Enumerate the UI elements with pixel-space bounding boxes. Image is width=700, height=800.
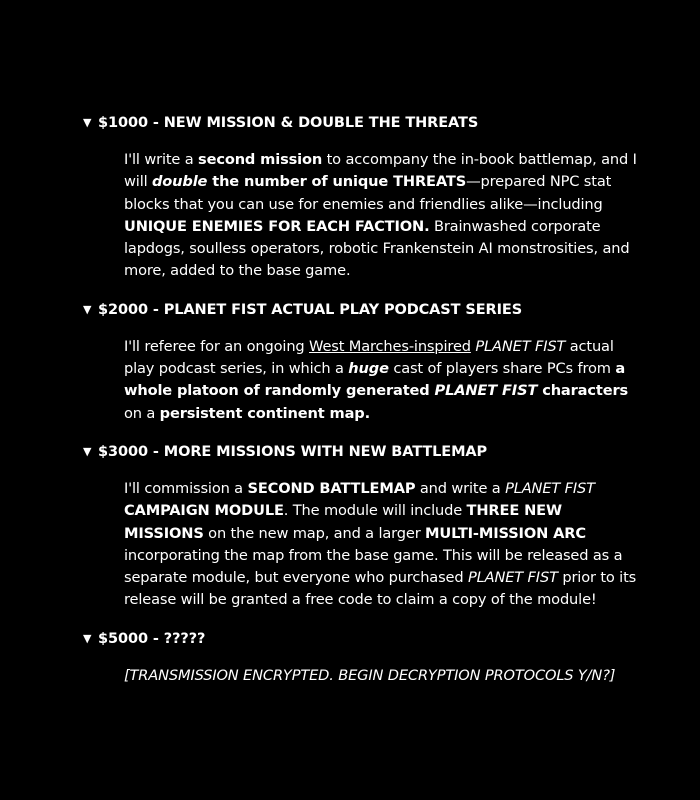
west-marches-link[interactable]: West Marches-inspired (309, 337, 471, 355)
goal-5000-description (124, 665, 644, 687)
stretch-goal-5000 (0, 628, 700, 687)
caret-down-icon: ▼ (83, 116, 92, 129)
goal-3000-title: $3000 - MORE MISSIONS WITH NEW BATTLEMAP (98, 443, 488, 460)
stretch-goal-1000 (0, 112, 700, 283)
emphasis: CAMPAIGN MODULE (124, 502, 284, 520)
stretch-goal-2000 (0, 299, 700, 425)
emphasis: a whole platoon of randomly generated PLANET FIST characters (124, 360, 629, 400)
goal-5000-toggle[interactable] (0, 628, 700, 650)
goal-2000-description: I'll referee for an ongoing West Marches-inspired PLANET FIST actual play podcast series, in which a huge cast of players share PCs from a whole platoon of randomly generated PLANET FIST characters on a persistent continent map. (124, 337, 629, 422)
encrypted-transmission: [TRANSMISSION ENCRYPTED. BEGIN DECRYPTION PROTOCOLS Y/N?] (124, 666, 616, 684)
emphasis: SECOND BATTLEMAP (247, 479, 416, 497)
caret-down-icon: ▼ (83, 444, 92, 458)
caret-down-icon: ▼ (83, 302, 92, 316)
emphasis: MULTI-MISSION ARC (425, 524, 586, 542)
emphasis: persistent continent map. (159, 404, 370, 422)
goal-1000-toggle[interactable] (0, 112, 700, 134)
goal-1000-description: I'll write a second mission to accompany the in-book battlemap, and I will double the number of unique THREATS—prepared NPC stat blocks that you can use for enemies and friendlies alike—including UNIQUE ENEMIES FOR EACH FACTION. Brainwashed corporate lapdogs, soulless operators, robotic Frankenstein AI monstrosities, and more, added to the base game. (124, 151, 637, 280)
goal-3000-toggle[interactable] (0, 441, 700, 463)
goal-5000-title: $5000 - ????? (98, 630, 206, 647)
goal-1000-title: $1000 - NEW MISSION & DOUBLE THE THREATS (98, 115, 479, 131)
goal-3000-description: I'll commission a SECOND BATTLEMAP and write a PLANET FIST CAMPAIGN MODULE. The module will include THREE NEW MISSIONS on the new map, and a larger MULTI-MISSION ARC incorporating the map from the base game. This will be released as a separate module, but everyone who purchased PLANET FIST prior to its release will be granted a free code to claim a copy of the module! (124, 479, 637, 609)
stretch-goal-3000 (0, 441, 700, 612)
emphasis: UNIQUE ENEMIES FOR EACH FACTION. (124, 217, 430, 235)
emphasis: huge (348, 360, 389, 378)
goal-2000-toggle[interactable] (0, 299, 700, 321)
caret-down-icon: ▼ (83, 631, 92, 645)
goal-2000-title: $2000 - PLANET FIST ACTUAL PLAY PODCAST SERIES (98, 301, 523, 318)
emphasis: double the number of unique THREATS (152, 173, 467, 191)
emphasis: THREE NEW MISSIONS (124, 502, 562, 542)
emphasis: second mission (198, 151, 323, 168)
